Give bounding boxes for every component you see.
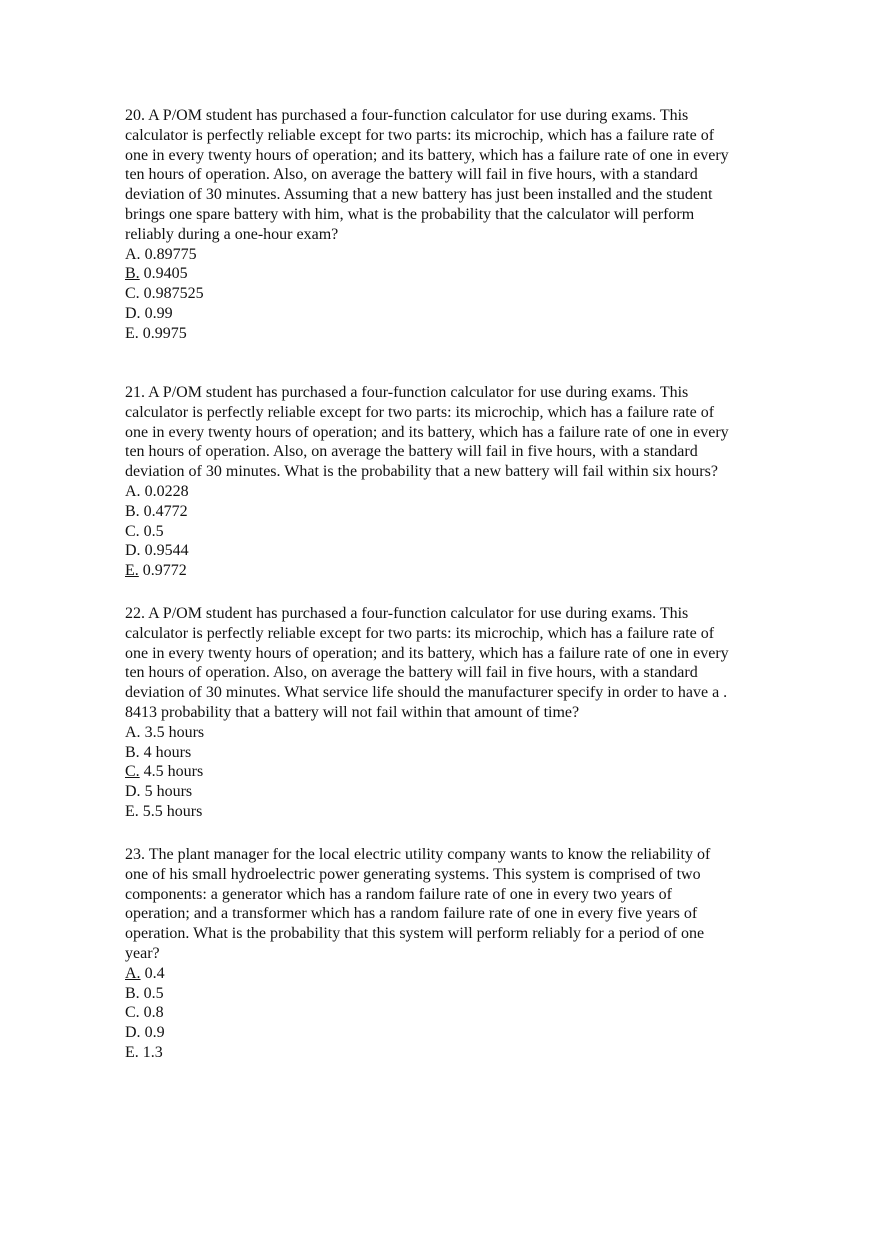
option-value: 1.3 [138,1043,163,1061]
answer-option-d [125,304,785,324]
answer-option-c [125,1003,785,1023]
question-23 [125,845,785,1063]
question-20 [125,106,785,344]
option-letter: B. [125,502,140,520]
answer-option-e [125,802,785,822]
answer-option-a [125,723,785,743]
answer-option-a [125,964,785,984]
question-text: 23. The plant manager for the local electric utility company wants to know the reliability of one of his small hydroelectric power generating systems. This system is comprised of two components: a generator which has a random failure rate of one in every two years of operation; and a transformer which has a random failure rate of one in every five years of operation. What is the probability that this system will perform reliably for a period of one year? [125,846,711,962]
option-letter: E. [125,802,139,820]
option-value: 0.0228 [140,482,189,500]
question-21 [125,383,785,581]
option-letter: D. [125,1024,141,1042]
option-letter: A. [125,482,141,500]
correct-option-letter: B. [125,265,140,283]
option-value: 0.5 [139,984,164,1002]
option-letter: E. [125,324,139,342]
option-letter: B. [125,984,140,1002]
answer-option-b [125,984,785,1004]
option-value: 0.9772 [138,562,187,580]
option-value: 4 hours [139,743,192,761]
answer-options [125,964,785,1063]
answer-option-e [125,1043,785,1063]
answer-options [125,245,785,344]
option-value: 0.9975 [138,324,187,342]
answer-option-c [125,762,785,782]
option-letter: D. [125,304,141,322]
answer-option-d [125,1023,785,1043]
option-value: 5.5 hours [138,802,203,820]
answer-option-e [125,561,785,581]
answer-option-c [125,522,785,542]
answer-options [125,723,785,822]
option-value: 0.9544 [140,542,189,560]
answer-option-a [125,482,785,502]
answer-option-b [125,264,785,284]
option-value: 3.5 hours [140,723,205,741]
option-letter: C. [125,285,140,303]
option-value: 0.4772 [139,502,188,520]
option-letter: D. [125,783,141,801]
option-value: 0.4 [140,964,165,982]
option-letter: C. [125,522,140,540]
option-value: 0.9 [140,1024,165,1042]
answer-option-d [125,541,785,561]
option-value: 4.5 hours [139,763,204,781]
option-letter: B. [125,743,140,761]
option-letter: A. [125,245,141,263]
option-letter: A. [125,723,141,741]
option-value: 0.8 [139,1004,164,1022]
answer-option-a [125,245,785,265]
correct-option-letter: E. [125,562,139,580]
option-letter: C. [125,1004,140,1022]
option-value: 0.89775 [140,245,197,263]
question-text: 22. A P/OM student has purchased a four-function calculator for use during exams. This calculator is perfectly reliable except for two parts: its microchip, which has a failure rate of one in every twenty hours of operation; and its battery, which has a failure rate of one in every ten hours of operation. Also, on average the battery will fail in five hours, with a standard deviation of 30 minutes. What service life should the manufacturer specify in order to have a . 8413 probability that a battery will not fail within that amount of time? [125,605,729,721]
answer-option-b [125,743,785,763]
answer-option-d [125,782,785,802]
option-letter: E. [125,1043,139,1061]
answer-options [125,482,785,581]
question-text: 21. A P/OM student has purchased a four-function calculator for use during exams. This calculator is perfectly reliable except for two parts: its microchip, which has a failure rate of one in every twenty hours of operation; and its battery, which has a failure rate of one in every ten hours of operation. Also, on average the battery will fail in five hours, with a standard deviation of 30 minutes. What is the probability that a new battery will fail within six hours? [125,384,729,481]
answer-option-b [125,502,785,522]
answer-option-e [125,324,785,344]
option-value: 0.987525 [139,285,204,303]
option-value: 0.99 [140,304,173,322]
correct-option-letter: A. [125,964,141,982]
question-text: 20. A P/OM student has purchased a four-function calculator for use during exams. This calculator is perfectly reliable except for two parts: its microchip, which has a failure rate of one in every twenty hours of operation; and its battery, which has a failure rate of one in every ten hours of operation. Also, on average the battery will fail in five hours, with a standard deviation of 30 minutes. Assuming that a new battery has just been installed and the student brings one spare battery with him, what is the probability that the calculator will perform reliably during a one-hour exam? [125,107,729,243]
option-value: 0.5 [139,522,164,540]
answer-option-c [125,284,785,304]
option-letter: D. [125,542,141,560]
question-22 [125,604,785,822]
option-value: 5 hours [140,783,193,801]
option-value: 0.9405 [139,265,188,283]
correct-option-letter: C. [125,763,140,781]
